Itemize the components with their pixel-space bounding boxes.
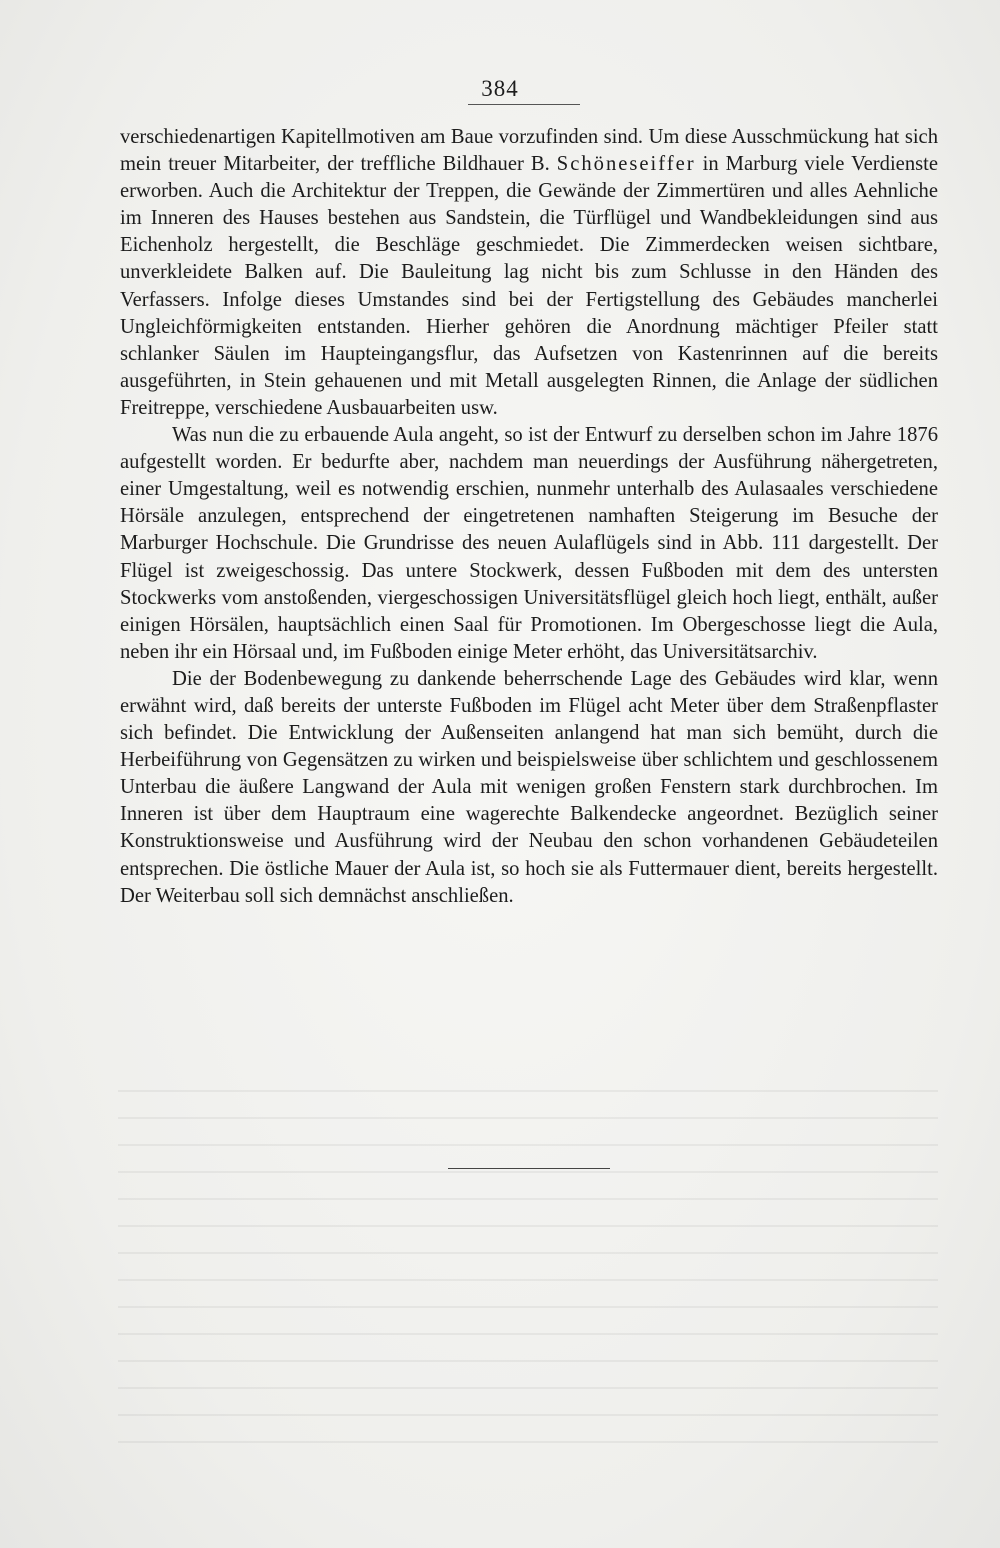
paragraph-1-part-1: verschiedenartigen Kapitellmotiven am Baue vorzufinden sind. Um diese Ausschmückung hat sich mein treuer Mitarbeiter, der treffliche Bildhauer B. xyxy=(120,126,938,176)
header-rule xyxy=(468,104,580,105)
sculptor-name: Schöneseiffer xyxy=(556,153,696,176)
body-text xyxy=(120,124,938,910)
paragraph-1 xyxy=(120,124,938,422)
show-through-texture xyxy=(118,1090,938,1450)
paragraph-3: Die der Bodenbewegung zu dankende beherrschende Lage des Gebäudes wird klar, wenn erwähnt wird, daß bereits der unterste Fußboden im Flügel acht Meter über dem Straßenpflaster sich befindet. Die Entwicklung der Außenseiten anlangend hat man sich bemüht, durch die Herbeiführung von Gegensätzen zu wirken und beispielsweise über schlichtem und geschlossenem Unterbau die äußere Langwand der Aula mit wenigen großen Fenstern stark durchbrochen. Im Inneren ist über dem Hauptraum eine wagerechte Balkendecke angeordnet. Bezüglich seiner Konstruktionsweise und Ausführung wird der Neubau den schon vorhandenen Gebäudeteilen entsprechen. Die östliche Mauer der Aula ist, so hoch sie als Futtermauer dient, bereits hergestellt. Der Weiterbau soll sich demnächst anschließen. xyxy=(120,667,938,907)
paragraph-2: Was nun die zu erbauende Aula angeht, so ist der Entwurf zu derselben schon im Jahre 1876 aufgestellt worden. Er bedurfte aber, nachdem man neuerdings der Ausführung nähergetreten, einer Umgestaltung, weil es notwendig erschien, nunmehr unterhalb des Aulasaales verschiedene Hörsäle anzulegen, entsprechend der eingetretenen namhaften Steigerung im Besuche der Marburger Hochschule. Die Grundrisse des neuen Aulaflügels sind in Abb. 111 dargestellt. Der Flügel ist zweigeschossig. Das untere Stockwerk, dessen Fußboden mit dem des untersten Stockwerks vom anstoßenden, viergeschossigen Universitätsflügel gleich hoch liegt, enthält, außer einigen Hörsälen, hauptsächlich einen Saal für Promotionen. Im Obergeschosse liegt die Aula, neben ihr ein Hörsaal und, im Fußboden einige Meter erhöht, das Universitätsarchiv. xyxy=(120,424,938,663)
paragraph-1-part-2: in Marburg viele Verdienste erworben. Auch die Architektur der Treppen, die Gewände der Zimmertüren und alles Aehnliche im Inneren des Hauses bestehen aus Sandstein, die Türflügel und Wandbekleidungen sind aus Eichenholz hergestellt, die Beschläge geschmiedet. Die Zimmerdecken weisen sichtbare, unverkleidete Balken auf. Die Bauleitung lag nicht bis zum Schlusse in den Händen des Verfassers. Infolge dieses Umstandes sind bei der Fertigstellung des Gebäudes mancherlei Ungleichförmigkeiten entstanden. Hierher gehören die Anordnung mächtiger Pfeiler statt schlanker Säulen im Haupteingangsflur, das Aufsetzen von Kastenrinnen auf die bereits ausgeführten, in Stein gehauenen und mit Metall ausgelegten Rinnen, die Anlage der südlichen Freitreppe, verschiedene Ausbauarbeiten usw. xyxy=(120,153,938,419)
page-number: 384 xyxy=(481,76,519,101)
